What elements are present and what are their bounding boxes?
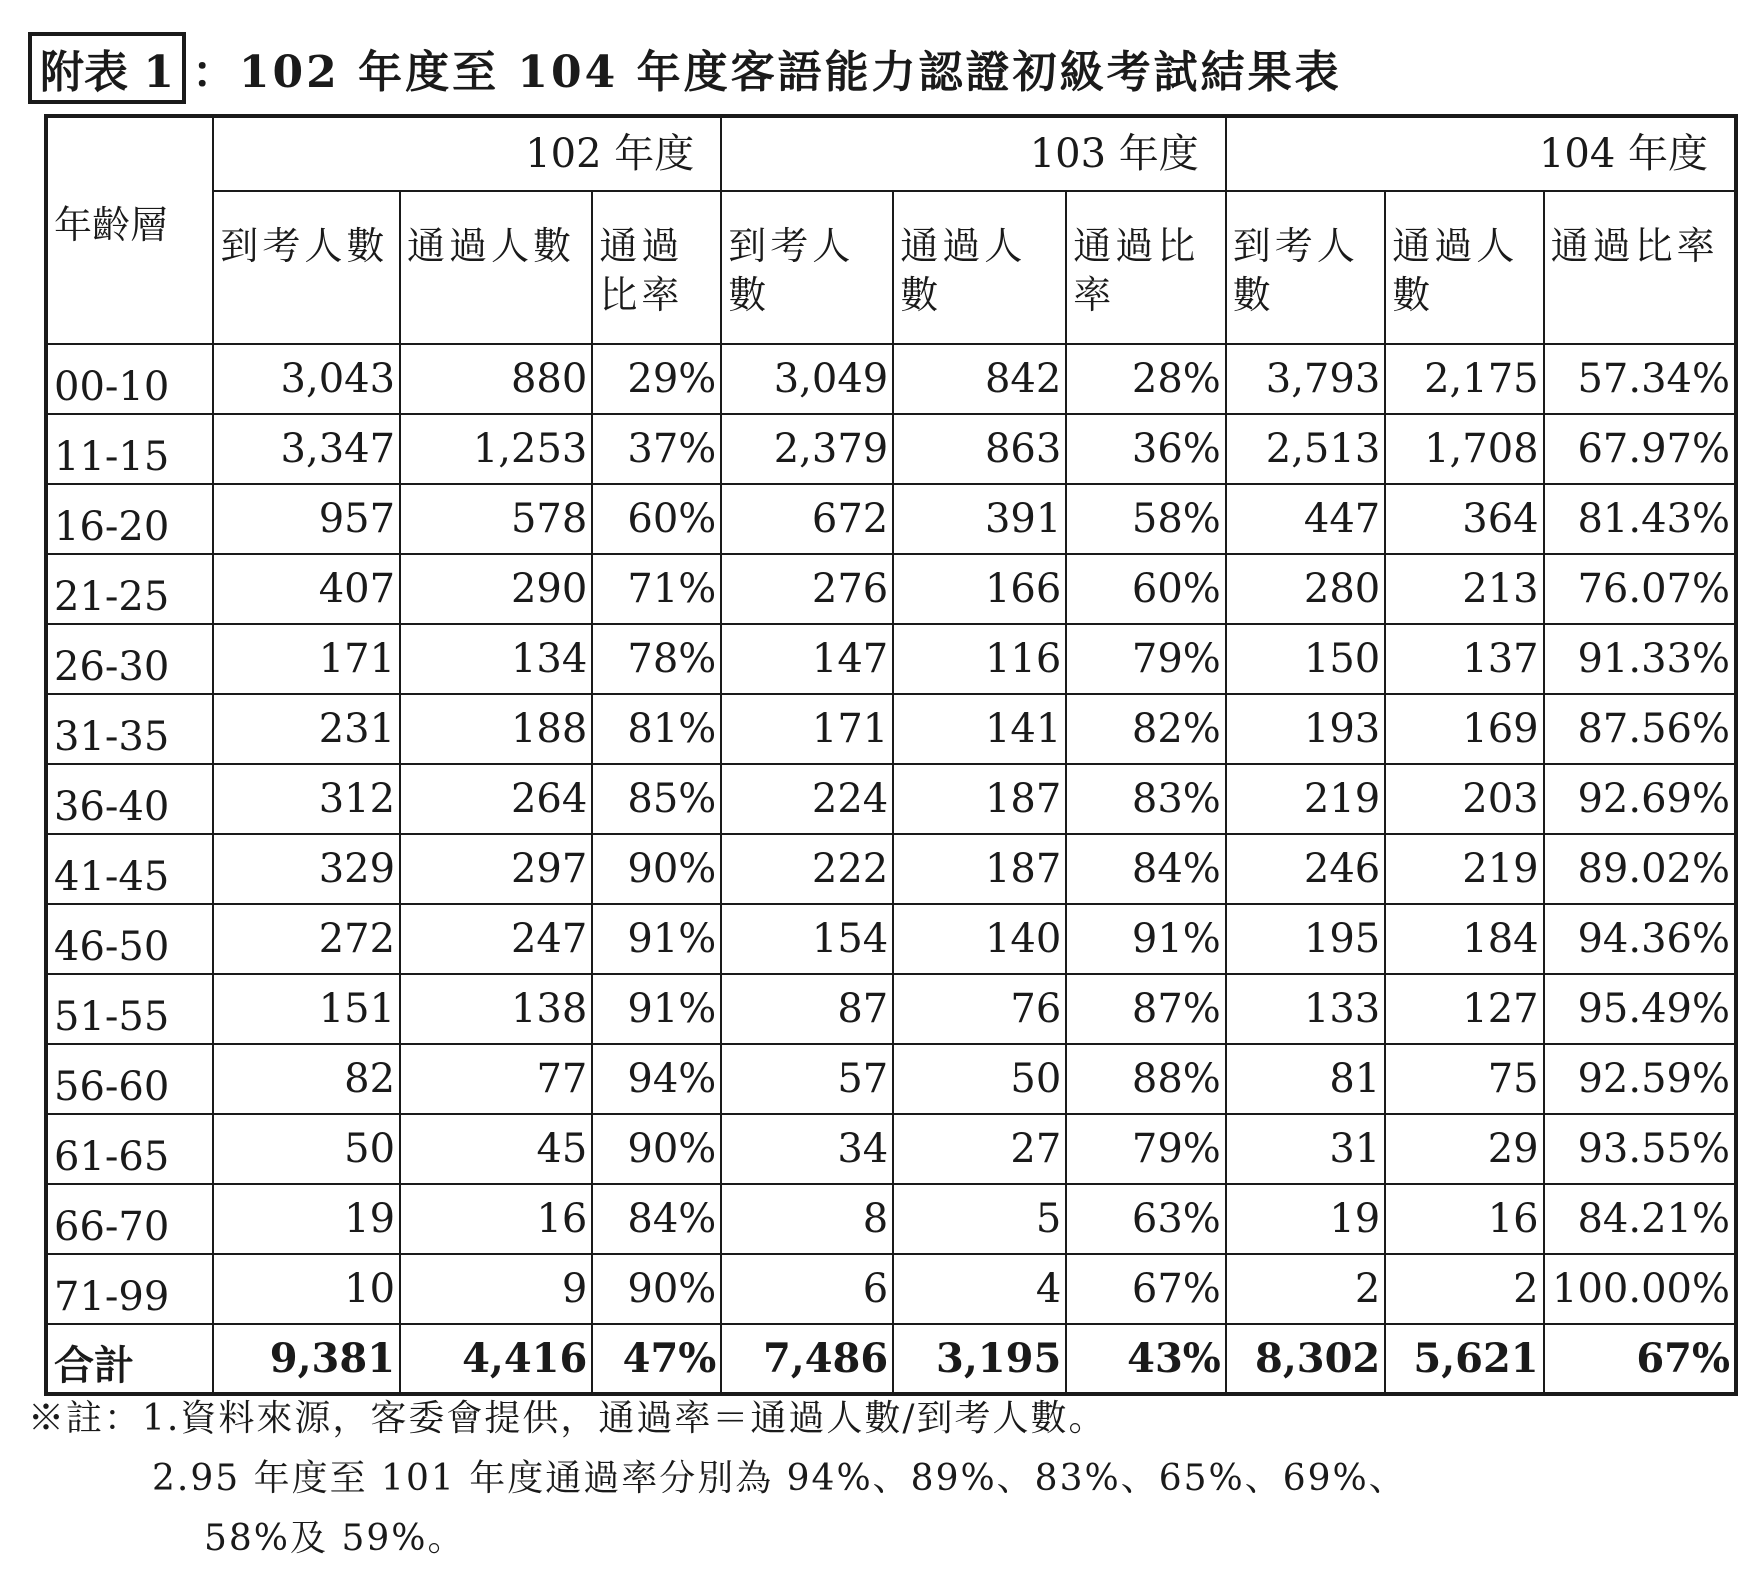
value-cell: 90%	[592, 1114, 721, 1184]
value-cell: 67.97%	[1544, 414, 1736, 484]
value-cell: 76.07%	[1544, 554, 1736, 624]
header-103-passed: 通過人數	[893, 191, 1066, 344]
note-line-3: 58%及 59%。	[204, 1518, 466, 1559]
value-cell: 151	[213, 974, 400, 1044]
age-group-header: 年齡層	[46, 116, 213, 344]
value-cell: 92.59%	[1544, 1044, 1736, 1114]
value-cell: 29%	[592, 344, 721, 414]
value-cell: 82	[213, 1044, 400, 1114]
column-header-row	[46, 191, 1736, 344]
value-cell: 9	[400, 1254, 592, 1324]
value-cell: 91%	[592, 974, 721, 1044]
value-cell: 3,049	[721, 344, 893, 414]
value-cell: 57.34%	[1544, 344, 1736, 414]
value-cell: 16	[1385, 1184, 1543, 1254]
total-row	[46, 1324, 1736, 1394]
value-cell: 100.00%	[1544, 1254, 1736, 1324]
value-cell: 224	[721, 764, 893, 834]
value-cell: 87.56%	[1544, 694, 1736, 764]
total-cell: 9,381	[213, 1324, 400, 1394]
value-cell: 329	[213, 834, 400, 904]
value-cell: 6	[721, 1254, 893, 1324]
value-cell: 36%	[1066, 414, 1225, 484]
value-cell: 83%	[1066, 764, 1225, 834]
header-102-attendees: 到考人數	[213, 191, 400, 344]
value-cell: 4	[893, 1254, 1066, 1324]
age-group-cell: 00-10	[46, 344, 213, 414]
header-104-attendees: 到考人數	[1226, 191, 1385, 344]
value-cell: 246	[1226, 834, 1385, 904]
value-cell: 16	[400, 1184, 592, 1254]
age-group-cell: 21-25	[46, 554, 213, 624]
value-cell: 138	[400, 974, 592, 1044]
value-cell: 88%	[1066, 1044, 1225, 1114]
total-cell: 8,302	[1226, 1324, 1385, 1394]
value-cell: 93.55%	[1544, 1114, 1736, 1184]
value-cell: 2,513	[1226, 414, 1385, 484]
value-cell: 95.49%	[1544, 974, 1736, 1044]
value-cell: 290	[400, 554, 592, 624]
value-cell: 166	[893, 554, 1066, 624]
age-group-cell: 51-55	[46, 974, 213, 1044]
exam-results-table	[44, 114, 1738, 1396]
value-cell: 94.36%	[1544, 904, 1736, 974]
age-group-cell: 16-20	[46, 484, 213, 554]
value-cell: 116	[893, 624, 1066, 694]
value-cell: 154	[721, 904, 893, 974]
value-cell: 842	[893, 344, 1066, 414]
total-cell: 4,416	[400, 1324, 592, 1394]
value-cell: 171	[213, 624, 400, 694]
value-cell: 31	[1226, 1114, 1385, 1184]
value-cell: 89.02%	[1544, 834, 1736, 904]
value-cell: 391	[893, 484, 1066, 554]
value-cell: 1,253	[400, 414, 592, 484]
value-cell: 45	[400, 1114, 592, 1184]
value-cell: 94%	[592, 1044, 721, 1114]
total-label: 合計	[46, 1324, 213, 1394]
value-cell: 85%	[592, 764, 721, 834]
value-cell: 19	[1226, 1184, 1385, 1254]
value-cell: 34	[721, 1114, 893, 1184]
age-group-cell: 56-60	[46, 1044, 213, 1114]
value-cell: 231	[213, 694, 400, 764]
value-cell: 169	[1385, 694, 1543, 764]
value-cell: 3,347	[213, 414, 400, 484]
total-cell: 5,621	[1385, 1324, 1543, 1394]
total-cell: 67%	[1544, 1324, 1736, 1394]
value-cell: 133	[1226, 974, 1385, 1044]
value-cell: 312	[213, 764, 400, 834]
value-cell: 280	[1226, 554, 1385, 624]
value-cell: 203	[1385, 764, 1543, 834]
value-cell: 2	[1385, 1254, 1543, 1324]
value-cell: 140	[893, 904, 1066, 974]
value-cell: 71%	[592, 554, 721, 624]
value-cell: 77	[400, 1044, 592, 1114]
value-cell: 141	[893, 694, 1066, 764]
value-cell: 60%	[1066, 554, 1225, 624]
value-cell: 19	[213, 1184, 400, 1254]
note-line-2: 2.95 年度至 101 年度通過率分別為 94%、89%、83%、65%、69%、	[152, 1458, 1407, 1499]
appendix-label: 附表 1	[28, 32, 186, 104]
value-cell: 3,793	[1226, 344, 1385, 414]
title-text: ：102 年度至 104 年度客語能力認證初級考試結果表	[191, 47, 1342, 98]
value-cell: 219	[1226, 764, 1385, 834]
value-cell: 50	[893, 1044, 1066, 1114]
value-cell: 81%	[592, 694, 721, 764]
value-cell: 276	[721, 554, 893, 624]
header-103-attendees: 到考人數	[721, 191, 893, 344]
header-104-pass-rate: 通過比率	[1544, 191, 1736, 344]
table-title	[28, 28, 1342, 108]
value-cell: 137	[1385, 624, 1543, 694]
value-cell: 91.33%	[1544, 624, 1736, 694]
value-cell: 195	[1226, 904, 1385, 974]
value-cell: 87%	[1066, 974, 1225, 1044]
value-cell: 187	[893, 764, 1066, 834]
value-cell: 147	[721, 624, 893, 694]
value-cell: 76	[893, 974, 1066, 1044]
value-cell: 8	[721, 1184, 893, 1254]
header-102-pass-rate: 通過比率	[592, 191, 721, 344]
value-cell: 247	[400, 904, 592, 974]
value-cell: 90%	[592, 1254, 721, 1324]
value-cell: 50	[213, 1114, 400, 1184]
value-cell: 150	[1226, 624, 1385, 694]
value-cell: 407	[213, 554, 400, 624]
value-cell: 90%	[592, 834, 721, 904]
value-cell: 134	[400, 624, 592, 694]
value-cell: 188	[400, 694, 592, 764]
value-cell: 57	[721, 1044, 893, 1114]
value-cell: 2	[1226, 1254, 1385, 1324]
value-cell: 84.21%	[1544, 1184, 1736, 1254]
value-cell: 84%	[1066, 834, 1225, 904]
year-header-row	[46, 116, 1736, 191]
value-cell: 91%	[1066, 904, 1225, 974]
value-cell: 193	[1226, 694, 1385, 764]
value-cell: 672	[721, 484, 893, 554]
value-cell: 447	[1226, 484, 1385, 554]
value-cell: 79%	[1066, 1114, 1225, 1184]
value-cell: 219	[1385, 834, 1543, 904]
value-cell: 92.69%	[1544, 764, 1736, 834]
value-cell: 28%	[1066, 344, 1225, 414]
value-cell: 82%	[1066, 694, 1225, 764]
value-cell: 87	[721, 974, 893, 1044]
value-cell: 81.43%	[1544, 484, 1736, 554]
value-cell: 58%	[1066, 484, 1225, 554]
value-cell: 37%	[592, 414, 721, 484]
value-cell: 171	[721, 694, 893, 764]
total-cell: 43%	[1066, 1324, 1225, 1394]
year-102-header: 102 年度	[213, 116, 721, 191]
value-cell: 63%	[1066, 1184, 1225, 1254]
age-group-cell: 41-45	[46, 834, 213, 904]
total-cell: 47%	[592, 1324, 721, 1394]
value-cell: 222	[721, 834, 893, 904]
value-cell: 5	[893, 1184, 1066, 1254]
age-group-cell: 26-30	[46, 624, 213, 694]
age-group-cell: 66-70	[46, 1184, 213, 1254]
year-103-header: 103 年度	[721, 116, 1225, 191]
age-group-cell: 71-99	[46, 1254, 213, 1324]
header-104-passed: 通過人數	[1385, 191, 1543, 344]
value-cell: 957	[213, 484, 400, 554]
year-104-header: 104 年度	[1226, 116, 1736, 191]
value-cell: 2,379	[721, 414, 893, 484]
total-cell: 7,486	[721, 1324, 893, 1394]
value-cell: 2,175	[1385, 344, 1543, 414]
header-103-pass-rate: 通過比率	[1066, 191, 1225, 344]
value-cell: 1,708	[1385, 414, 1543, 484]
age-group-cell: 11-15	[46, 414, 213, 484]
value-cell: 863	[893, 414, 1066, 484]
value-cell: 81	[1226, 1044, 1385, 1114]
value-cell: 84%	[592, 1184, 721, 1254]
value-cell: 10	[213, 1254, 400, 1324]
value-cell: 3,043	[213, 344, 400, 414]
age-group-cell: 46-50	[46, 904, 213, 974]
value-cell: 364	[1385, 484, 1543, 554]
value-cell: 127	[1385, 974, 1543, 1044]
value-cell: 79%	[1066, 624, 1225, 694]
value-cell: 67%	[1066, 1254, 1225, 1324]
value-cell: 213	[1385, 554, 1543, 624]
note-line-1: ※註：1.資料來源，客委會提供，通過率＝通過人數/到考人數。	[28, 1398, 1107, 1439]
value-cell: 272	[213, 904, 400, 974]
age-group-cell: 36-40	[46, 764, 213, 834]
value-cell: 187	[893, 834, 1066, 904]
value-cell: 184	[1385, 904, 1543, 974]
value-cell: 60%	[592, 484, 721, 554]
header-102-passed: 通過人數	[400, 191, 592, 344]
value-cell: 91%	[592, 904, 721, 974]
value-cell: 264	[400, 764, 592, 834]
value-cell: 29	[1385, 1114, 1543, 1184]
value-cell: 27	[893, 1114, 1066, 1184]
value-cell: 78%	[592, 624, 721, 694]
age-group-cell: 31-35	[46, 694, 213, 764]
value-cell: 75	[1385, 1044, 1543, 1114]
value-cell: 578	[400, 484, 592, 554]
age-group-cell: 61-65	[46, 1114, 213, 1184]
value-cell: 297	[400, 834, 592, 904]
total-cell: 3,195	[893, 1324, 1066, 1394]
value-cell: 880	[400, 344, 592, 414]
